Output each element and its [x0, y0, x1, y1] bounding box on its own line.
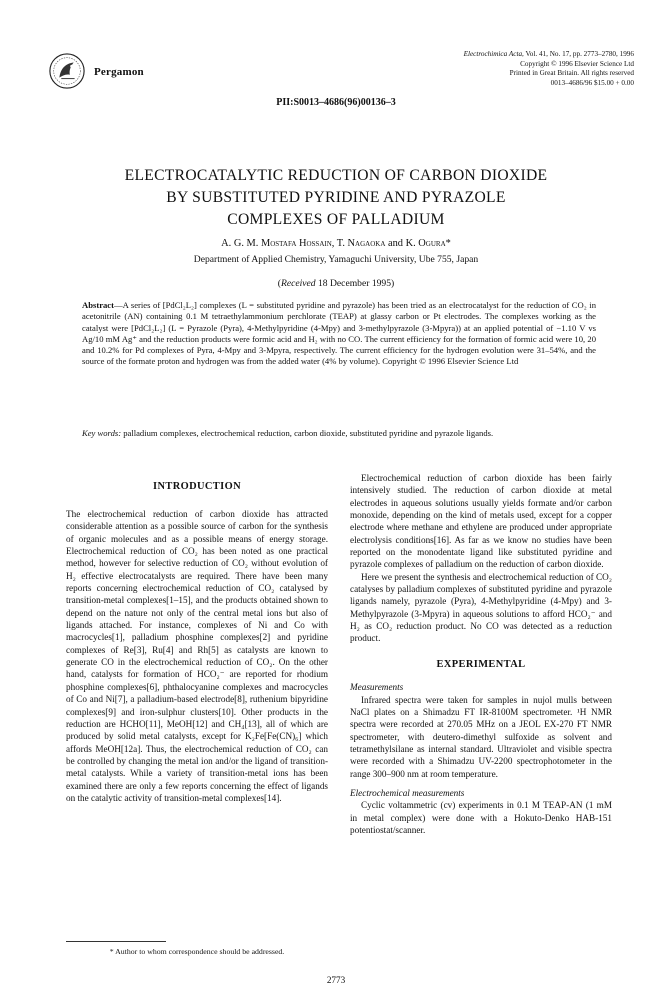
- issn-price: 0013–4686/96 $15.00 + 0.00: [550, 78, 634, 87]
- affiliation: Department of Applied Chemistry, Yamaguchi University, Ube 755, Japan: [193, 254, 479, 265]
- left-column: [66, 508, 328, 804]
- author-sep: , T.: [331, 238, 348, 249]
- intro-paragraph-2: Electrochemical reduction of carbon dioxide has been fairly intensively studied. The reduction of carbon dioxide at metal electrodes in aqueous solutions usually yields formate and/or carbon monoxide, depending on the kind of metals used, except for a copper electrode where methane and ethylene are produced under appropriate electrolysis conditions[16]. As far as we know no studies have been reported on the monodentate ligand like substituted pyridine and pyrazole complexes of palladium on the reduction of carbon dioxide.: [350, 473, 612, 570]
- keywords-label: Key words:: [82, 428, 122, 438]
- abstract-label: Abstract: [82, 300, 114, 310]
- author-initials: A. G. M.: [221, 238, 261, 249]
- electrochemical-subheading: Electrochemical measurements: [350, 787, 465, 798]
- author-sep: and K.: [385, 238, 419, 249]
- article-title: [60, 165, 612, 231]
- title-line-2: BY SUBSTITUTED PYRIDINE AND PYRAZOLE: [166, 189, 506, 206]
- received-label: Received: [280, 278, 316, 289]
- pii-identifier: PII:S0013–4686(96)00136–3: [276, 97, 396, 108]
- page-number: 2773: [326, 975, 346, 985]
- electrochemical-paragraph: Cyclic voltammetric (cv) experiments in 0.1 M TEAP-AN (1 mM in metal complex) were done with a Hokuto-Denko HAB-151 potentiostat/scanner.: [350, 800, 612, 835]
- volume-info: Vol. 41, No. 17, pp. 2773–2780, 1996: [525, 50, 634, 58]
- copyright-line: Copyright © 1996 Elsevier Science Ltd: [520, 59, 634, 68]
- measurements-subheading: Measurements: [350, 682, 404, 693]
- authors: [0, 238, 672, 249]
- title-line-3: COMPLEXES OF PALLADIUM: [227, 211, 445, 228]
- author-1: Mostafa Hossain: [260, 238, 332, 249]
- author-2: Nagaoka: [347, 238, 386, 249]
- abstract: [82, 300, 596, 368]
- paren: (: [277, 278, 281, 289]
- introduction-heading: INTRODUCTION: [153, 481, 241, 492]
- keywords-text: palladium complexes, electrochemical reduction, carbon dioxide, substituted pyridine and pyrazole ligands.: [121, 428, 494, 438]
- footnote: * Author to whom correspondence should be addressed.: [109, 947, 285, 956]
- intro-paragraph-3: Here we present the synthesis and electrochemical reduction of CO₂ catalyses by palladium complexes of substituted pyridine and pyrazole ligands namely, pyrazole (Pyra), 4-Methylpyridine (4-Mpy) and 3-Methylpyrazole (3-Mpyra) in aqueous solutions to afford HCO₂⁻ and H₂ as CO₂ reduction product. No CO was detected as a reduction product.: [350, 571, 612, 644]
- journal-info: [464, 50, 634, 88]
- footnote-rule: [66, 941, 166, 942]
- intro-paragraph-1: The electrochemical reduction of carbon dioxide has attracted considerable attention as a possible source of carbon for the synthesis of organic molecules and as a possible means of energy storage. Electrochemical reduction of CO₂ has been noted as one practical method, however for selective reduction of CO₂ without evolution of H₂ effective electrocatalysts are required. There have been many reports concerning electrochemical reduction of CO₂ catalysed by transition-metal complexes[1–15], and the products obtained shown to depend on the nature not only of the central metal ions but also of ligands attached. For instance, complexes of Ni and Co with macrocycles[1], palladium phosphine complexes[2] and pyridine complexes of Re[3], Ru[4] and Rh[5] as catalysts are known to generate CO in the electrochemical reduction of CO₂. On the other hand, catalysts for formation of HCO₂⁻ are reported for rhodium phosphine complexes[6], phthalocyanine complexes and macrocycles of Co and Ni[7], a palladium-based electrode[8], ruthenium bipyridine complexes[9] and iron-sulphur clusters[10]. Other products in the reduction are HCHO[11], MeOH[12] and CH₄[13], all of which are produced by solid metal catalysts, except for K₂Fe[Fe(CN)₆] which affords MeOH[12a]. Thus, the electrochemical reduction of CO₂ can be controlled by changing the metal ion and/or the ligand of transition-metal catalysts. While a variety of transition-metal ions has been examined there are only a few reports concerning the effect of ligands on the catalytic activity of transition-metal complexes[14].: [66, 509, 328, 803]
- pergamon-logo: [48, 52, 86, 90]
- printed-line: Printed in Great Britain. All rights reserved: [509, 69, 634, 78]
- journal-name: Electrochimica Acta,: [463, 50, 524, 58]
- experimental-heading: EXPERIMENTAL: [436, 658, 526, 670]
- title-line-1: ELECTROCATALYTIC REDUCTION OF CARBON DIOXIDE: [124, 167, 548, 184]
- keywords: [82, 428, 596, 439]
- right-column: [350, 472, 612, 836]
- corresponding-mark: *: [445, 238, 451, 249]
- author-3: Ogura: [418, 238, 446, 249]
- received-date: [0, 278, 672, 289]
- publisher-name: Pergamon: [94, 66, 144, 78]
- received-value: 18 December 1995: [315, 278, 392, 289]
- abstract-text: —A series of [PdCl₂L₂] complexes (L = substituted pyridine and pyrazole) has been tried as an electrocatalyst for the reduction of CO₂ in acetonitrile (AN) containing 0.1 M tetraethylammonium perchlorate (TEAP) at glassy carbon or Pt electrodes. The complexes working as the catalyst were [PdCl₂L₂] (L = Pyrazole (Pyra), 4-Methylpyridine (4-Mpy) and 3-methylpyrazole (3-Mpyra)) at an applied potential of −1.10 V vs Ag/10 mM Ag⁺ and the reduction products were formic acid and H₂ with no CO. The current efficiency for the formation of formic acid were 10, 20 and 10.2% for Pd complexes of Pyra, 4-Mpy and 3-Mpyra, respectively. The current efficiency for the hydrogen evolution were 31–54%, and the source of the formate proton and hydrogen was from the added water (4% by volume). Copyright © 1996 Elsevier Science Ltd: [82, 300, 596, 367]
- paren: ): [391, 278, 395, 289]
- measurements-paragraph: Infrared spectra were taken for samples in nujol mulls between NaCl plates on a Shimadzu FT IR-8100M spectrometer. ¹H NMR spectra were recorded at 270.05 MHz on a JEOL EX-270 FT NMR spectrometer, with deutero-dimethyl sulfoxide as solvent and tetramethylsilane as internal standard. Ultraviolet and visible spectra were recorded with a Shimadzu UV-2200 spectrophotometer in the range 300–900 nm at room temperature.: [350, 694, 612, 779]
